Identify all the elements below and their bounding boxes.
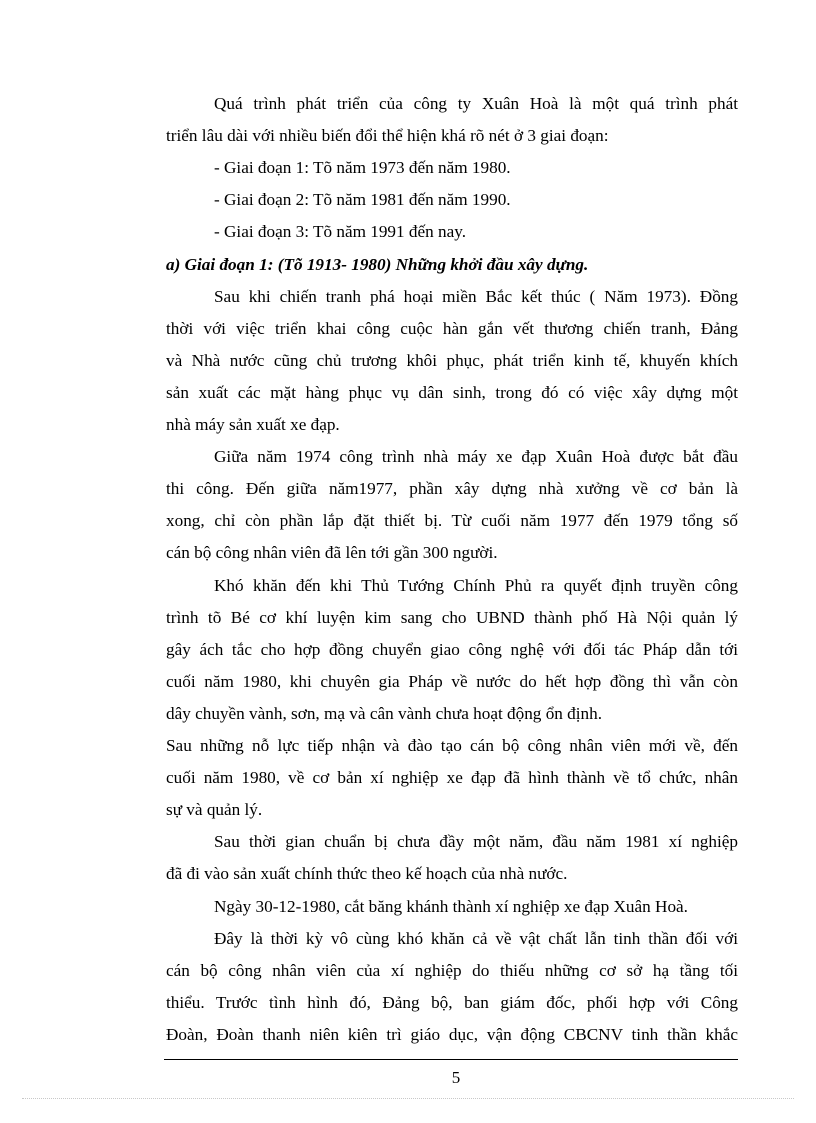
text-line: Đây là thời kỳ vô cùng khó khăn cả về vật chất lẫn tinh thần đối với — [214, 928, 738, 948]
text-line: cán bộ công nhân viên đã lên tới gần 300 người. — [166, 543, 498, 563]
text-line: dây chuyền vành, sơn, mạ và cân vành chưa hoạt động ổn định. — [166, 703, 603, 723]
text-line: cuối năm 1980, về cơ bản xí nghiệp xe đạp đã hình thành về tổ chức, nhân — [166, 768, 738, 788]
text-line: thiểu. Trước tình hình đó, Đảng bộ, ban giám đốc, phối hợp với Công — [166, 992, 738, 1012]
text-line: Đoàn, Đoàn thanh niên kiên trì giáo dục, vận động CBCNV tinh thần khắc — [166, 1024, 738, 1044]
text-line: Quá trình phát triển của công ty Xuân Hoà là một quá trình phát — [214, 94, 738, 113]
footer-divider — [164, 1059, 738, 1060]
text-line: Khó khăn đến khi Thủ Tướng Chính Phủ ra quyết định truyền công — [214, 575, 738, 595]
text-line: Sau khi chiến tranh phá hoại miền Bắc kết thúc ( Năm 1973). Đồng — [214, 286, 738, 306]
text-line: thời với việc triển khai công cuộc hàn gắn vết thương chiến tranh, Đảng — [166, 318, 738, 338]
text-line: - Giai đoạn 3: Tõ năm 1991 đến nay. — [214, 222, 467, 242]
text-line: đã đi vào sản xuất chính thức theo kế hoạch của nhà nước. — [166, 864, 568, 884]
text-line: thi công. Đến giữa năm1977, phần xây dựng nhà xưởng về cơ bản là — [166, 479, 738, 499]
text-line: nhà máy sản xuất xe đạp. — [166, 415, 340, 434]
text-line: - Giai đoạn 2: Tõ năm 1981 đến năm 1990. — [214, 190, 511, 210]
section-heading: a) Giai đoạn 1: (Tõ 1913- 1980) Những khởi đầu xây dựng. — [166, 254, 589, 274]
text-line: sản xuất các mặt hàng phục vụ dân sinh, trong đó có việc xây dựng một — [166, 382, 738, 402]
text-line: cán bộ công nhân viên của xí nghiệp do thiếu những cơ sở hạ tầng tối — [166, 960, 738, 980]
text-line: xong, chỉ còn phần lắp đặt thiết bị. Từ cuối năm 1977 đến 1979 tổng số — [166, 511, 738, 531]
text-line: Giữa năm 1974 công trình nhà máy xe đạp Xuân Hoà được bắt đầu — [214, 447, 738, 467]
text-line: Sau thời gian chuẩn bị chưa đầy một năm, đầu năm 1981 xí nghiệp — [214, 832, 738, 852]
text-line: sự và quản lý. — [166, 800, 263, 820]
text-line: gây ách tắc cho hợp đồng chuyển giao công nghệ với đối tác Pháp dẫn tới — [166, 639, 738, 659]
page-boundary — [22, 1098, 794, 1099]
text-line: và Nhà nước cũng chủ trương khôi phục, phát triển kinh tế, khuyến khích — [166, 350, 738, 370]
page-number: 5 — [451, 1068, 461, 1087]
text-line: Sau những nỗ lực tiếp nhận và đào tạo cán bộ công nhân viên mới về, đến — [166, 736, 738, 755]
text-line: cuối năm 1980, khi chuyên gia Pháp về nước do hết hợp đồng thì vẫn còn — [166, 671, 738, 691]
text-line: triển lâu dài với nhiều biến đổi thể hiện khá rõ nét ở 3 giai đoạn: — [166, 126, 609, 146]
text-line: - Giai đoạn 1: Tõ năm 1973 đến năm 1980. — [214, 158, 511, 178]
text-line: Ngày 30-12-1980, cắt băng khánh thành xí nghiệp xe đạp Xuân Hoà. — [214, 896, 688, 916]
text-line: trình tõ Bé cơ khí luyện kim sang cho UBND thành phố Hà Nội quản lý — [166, 607, 738, 627]
